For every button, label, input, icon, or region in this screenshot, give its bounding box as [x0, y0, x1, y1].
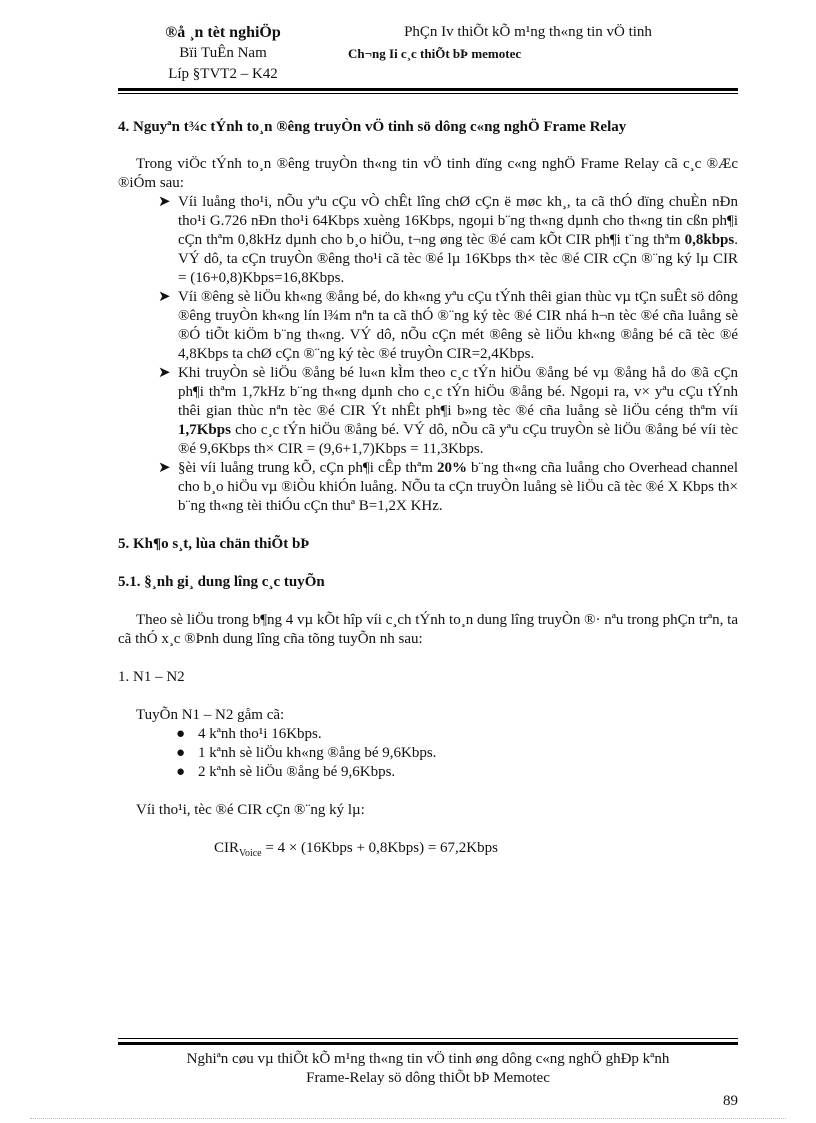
dot-bullet-icon: ● — [176, 726, 186, 742]
class-name: Líp §TVT2 – K42 — [168, 66, 278, 82]
footer — [118, 1050, 738, 1088]
arrow-bullet-icon: ➤ — [158, 194, 171, 210]
dot-bullet-icon: ● — [176, 745, 186, 761]
footer-rule-thick — [118, 1042, 738, 1045]
route-label: 1. N1 – N2 — [118, 669, 185, 685]
author-name: Bïi TuÊn Nam — [179, 45, 267, 61]
list-item: ➤ §èi víi luång trung kÕ, cÇn ph¶i cÊp thªm 20% b¨ng th«ng cña luång cho Overhead channel cho b¸o hiÖu vµ ®iÒu khiÓn luång. NÕu ta cÇn truyÒn luång sè liÖu cã tèc ®é X Kbps th× b¨ng th«ng tèi thiÓu cÇn thuª B=1,2X KHz. — [158, 460, 738, 514]
list-item: ● 2 kªnh sè liÖu ®ång bé 9,6Kbps. — [176, 764, 396, 780]
arrow-bullet-icon: ➤ — [158, 365, 171, 381]
dot-bullet-icon: ● — [176, 764, 186, 780]
chapter-title: Ch¬ng Ii c¸c thiÕt bÞ memotec — [348, 46, 522, 61]
page-number: 89 — [723, 1093, 738, 1109]
list-item: ● 4 kªnh tho¹i 16Kbps. — [176, 726, 322, 742]
section-5-intro: Theo sè liÖu trong b¶ng 4 vµ kÕt hîp víi c¸ch tÝnh to¸n dung lîng truyÒn ®· nªu trong phÇn trªn, ta cã thÓ x¸c ®Þnh dung lîng cña tõng tuyÕn nh sau: — [118, 612, 738, 647]
header-rule-thick — [118, 88, 738, 91]
list-item: ➤ Víi ®êng sè liÖu kh«ng ®ång bé, do kh«ng yªu cÇu tÝnh thêi gian thùc vµ tÇn suÊt sö dông ®êng truyÒn kh«ng lín l¾m nªn ta cã thÓ ®¨ng ký tèc ®é CIR nhá h¬n tèc ®é cña luång sè ®Ó tiÕt kiÖm b¨ng th«ng. VÝ dô, nÕu cÇn mét ®êng sè liÖu kh«ng ®ång bé cã tèc ®é 4,8Kbps ta chØ cÇn ®¨ng ký tèc ®é truyÒn CIR=2,4Kbps. — [158, 289, 738, 362]
route-intro: TuyÕn N1 – N2 gåm cã: — [136, 707, 285, 723]
cir-voice-formula: $CIR_{Voice} = 4$ × (16Kbps + 0,8Kbps) = 67,2Kbps — [214, 840, 498, 859]
header-right — [338, 22, 718, 64]
route-items — [118, 725, 738, 782]
section-4-heading: 4. Nguyªn t¾c tÝnh to¸n ®êng truyÒn vÖ tinh sö dông c«ng nghÖ Frame Relay — [118, 119, 627, 135]
header-left — [118, 22, 328, 85]
arrow-bullet-icon: ➤ — [158, 460, 171, 476]
footer-rule-thin — [118, 1038, 738, 1039]
list-item: ➤ Khi truyÒn sè liÖu ®ång bé lu«n kÌm theo c¸c tÝn hiÖu ®ång bé vµ ®ång hå do ®ã cÇn ph¶i thªm 1,7kHz b¨ng th«ng dµnh cho c¸c tÝn hiÖu ®ång bé. Ngoµi ra, v× yªu cÇu tÝnh thêi gian thùc nªn tèc ®é CIR Ýt nhÊt ph¶i b»ng tèc ®é cña luång sè liÖu céng thªm víi 1,7Kbps cho c¸c tÝn hiÖu ®ång bé. VÝ dô, nÕu cã yªu cÇu truyÒn sè liÖu ®ång bé víi tèc ®é 9,6Kbps th× CIR = (9,6+1,7)Kbps = 11,3Kbps. — [158, 365, 738, 457]
section-5-heading: 5. Kh¶o s¸t, lùa chän thiÕt bÞ — [118, 536, 310, 552]
footer-line-1: Nghiªn cøu vµ thiÕt kÕ m¹ng th«ng tin vÖ tinh øng dông c«ng nghÖ ghÐp kªnh — [186, 1051, 670, 1067]
section-5-1-heading: 5.1. §¸nh gi¸ dung lîng c¸c tuyÕn — [118, 574, 325, 590]
page-edge-divider — [30, 1118, 786, 1119]
arrow-bullet-icon: ➤ — [158, 289, 171, 305]
section-4-intro: Trong viÖc tÝnh to¸n ®êng truyÒn th«ng tin vÖ tinh dïng c«ng nghÖ Frame Relay cã c¸c ®Æc ®iÓm sau: — [118, 156, 738, 191]
footer-line-2: Frame-Relay sö dông thiÕt bÞ Memotec — [306, 1070, 550, 1086]
list-item: ● 1 kªnh sè liÖu kh«ng ®ång bé 9,6Kbps. — [176, 745, 437, 761]
voice-intro: Víi tho¹i, tèc ®é CIR cÇn ®¨ng ký lµ: — [136, 802, 365, 818]
header-rule-thin — [118, 93, 738, 94]
thesis-title: ®å ¸n tèt nghiÖp — [165, 24, 281, 41]
list-item: ➤ Víi luång tho¹i, nÕu yªu cÇu vÒ chÊt lîng chØ cÇn ë møc kh¸, ta cã thÓ dïng chuÈn nÐn tho¹i G.726 nÐn tho¹i 64Kbps xuèng 16Kbps, ngoµi b¨ng th«ng dµnh cho th«ng tin cßn ph¶i cÇn thªm 0,8kHz dµnh cho b¸o hiÖu, t¬ng øng tèc ®é cam kÕt CIR ph¶i t¨ng thªm 0,8kbps. VÝ dô, ta cÇn truyÒn ®êng tho¹i cã tèc ®é lµ 16Kbps th× tèc ®é CIR cÇn ®¨ng ký lµ CIR = (16+0,8)Kbps=16,8Kbps. — [158, 194, 738, 286]
part-title: PhÇn Iv thiÕt kÕ m¹ng th«ng tin vÖ tinh — [404, 24, 652, 40]
bullet-list — [118, 193, 738, 516]
page-content — [118, 110, 738, 863]
